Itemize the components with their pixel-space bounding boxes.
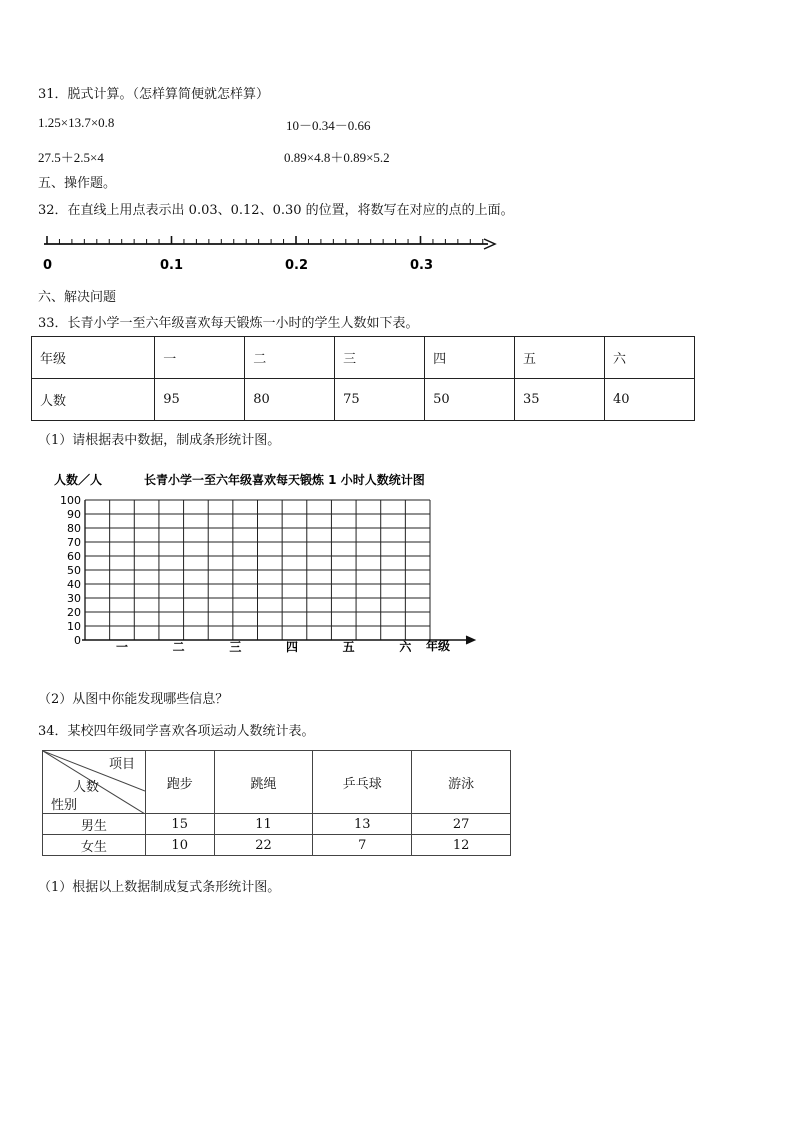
table-cell: 年级 [32,337,155,379]
table-cell: 22 [214,835,313,856]
table-cell: 六 [604,337,694,379]
number-line [38,228,508,278]
y-tick-label: 70 [67,536,81,549]
q31-expr-2: 10－0.34－0.66 [286,118,371,133]
table-header-cell: 跳绳 [214,751,313,814]
y-tick-label: 10 [67,620,81,633]
table-cell: 10 [145,835,214,856]
q32-title: 32．在直线上用点表示出 0.03、0.12、0.30 的位置，将数写在对应的点的上面。 [38,203,514,218]
table-cell: 27 [412,814,511,835]
y-tick-label: 20 [67,606,81,619]
q34-table [42,750,511,856]
chart-y-ticks [60,494,81,647]
table-cell: 四 [425,337,515,379]
table-row [32,337,695,379]
q33-table [31,336,695,421]
table-header-cell: 游泳 [412,751,511,814]
x-category-label: 四 [285,640,299,654]
table-cell: 7 [313,835,412,856]
table-corner-cell [43,751,146,814]
q31-title: 31．脱式计算。（怎样算简便就怎样算） [38,87,270,102]
chart-title: 长青小学一至六年级喜欢每天锻炼 1 小时人数统计图 [144,473,425,487]
chart-x-axis-arrow [466,636,475,644]
chart-grid [85,500,430,640]
number-line-label-0.3: 0.3 [410,258,434,273]
number-line-ticks [47,236,483,244]
q33-title: 33．长青小学一至六年级喜欢每天锻炼一小时的学生人数如下表。 [38,316,419,331]
blank-bar-chart-grid [40,465,490,660]
section-6-heading: 六、解决问题 [38,290,117,305]
table-cell: 50 [425,379,515,421]
chart-y-unit: 人数／人 [54,473,103,487]
number-line-label-0.1: 0.1 [160,258,184,273]
q31-expr-1: 1.25×13.7×0.8 [38,115,115,130]
table-cell: 三 [335,337,425,379]
y-tick-label: 30 [67,592,81,605]
table-row [43,814,511,835]
table-cell: 12 [412,835,511,856]
table-cell: 40 [604,379,694,421]
x-category-label: 一 [115,640,128,654]
q34-title: 34．某校四年级同学喜欢各项运动人数统计表。 [38,724,315,739]
corner-label-count: 人数 [73,780,100,795]
table-cell: 80 [245,379,335,421]
table-cell: 95 [155,379,245,421]
table-cell: 二 [245,337,335,379]
table-cell: 人数 [32,379,155,421]
table-row-label: 男生 [43,814,146,835]
x-category-label: 五 [342,640,355,654]
table-cell: 11 [214,814,313,835]
x-category-label: 二 [172,640,185,654]
number-line-label-0.2: 0.2 [285,258,309,273]
q31-expr-3: 27.5＋2.5×4 [38,150,104,165]
table-cell: 一 [155,337,245,379]
section-5-heading: 五、操作题。 [38,176,117,191]
table-cell: 15 [145,814,214,835]
table-header-cell: 乒乓球 [313,751,412,814]
corner-label-item: 项目 [109,757,136,772]
y-tick-label: 100 [60,494,81,507]
q33-part1: （1）请根据表中数据，制成条形统计图。 [38,433,281,448]
table-row [43,751,511,814]
y-tick-label: 50 [67,564,81,577]
x-category-label: 六 [399,640,412,654]
table-header-cell: 跑步 [145,751,214,814]
y-tick-label: 80 [67,522,81,535]
q34-part1: （1）根据以上数据制成复式条形统计图。 [38,880,281,895]
x-category-label: 三 [229,640,242,654]
y-tick-label: 90 [67,508,81,521]
number-line-label-0: 0 [43,258,53,273]
table-cell: 35 [515,379,605,421]
y-tick-label: 40 [67,578,81,591]
table-row-label: 女生 [43,835,146,856]
chart-x-unit: 年级 [426,639,451,653]
y-tick-label: 60 [67,550,81,563]
table-row [43,835,511,856]
q31-expr-4: 0.89×4.8＋0.89×5.2 [284,150,390,165]
corner-label-gender: 性别 [51,798,78,813]
chart-x-labels [116,639,412,654]
table-cell: 五 [515,337,605,379]
q33-part2: （2）从图中你能发现哪些信息？ [38,692,229,707]
y-tick-label: 0 [74,634,81,647]
table-row [32,379,695,421]
table-cell: 75 [335,379,425,421]
table-cell: 13 [313,814,412,835]
